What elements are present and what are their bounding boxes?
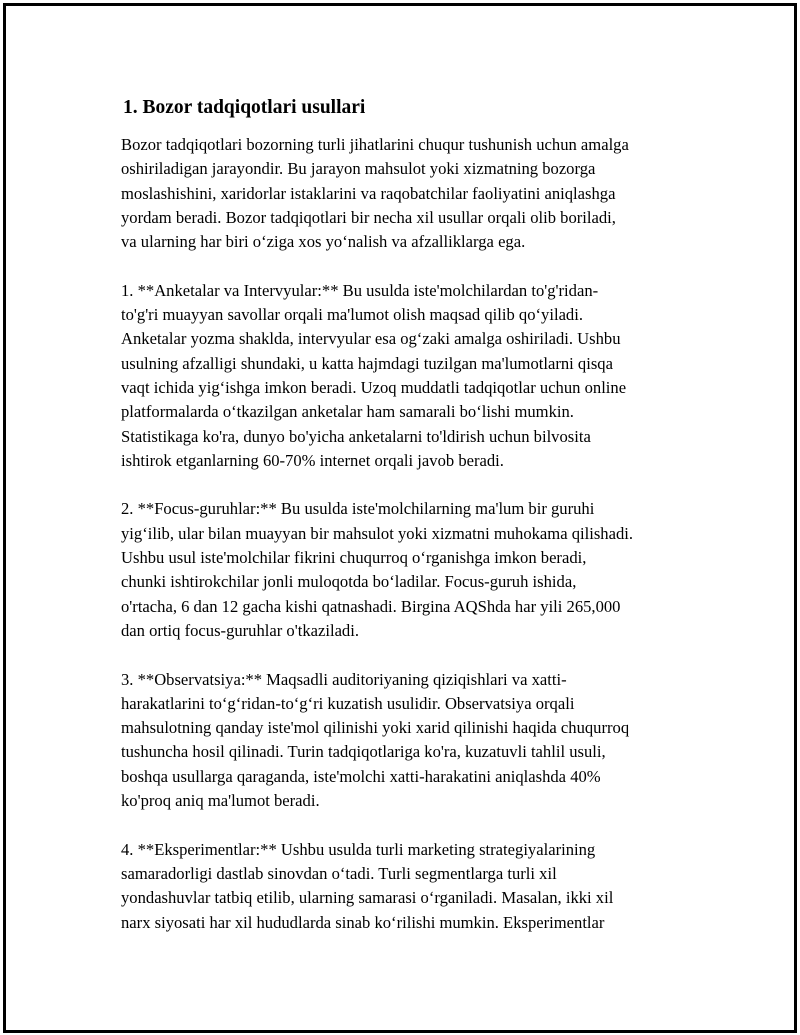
text-line: 3. **Observatsiya:** Maqsadli auditoriyaning qiziqishlari va xatti-	[121, 669, 567, 689]
text-line: yig‘ilib, ular bilan muayyan bir mahsulot yoki xizmatni muhokama qilishadi.	[121, 523, 634, 543]
eksperimentlar-paragraph	[121, 838, 701, 935]
text-line: narx siyosati har xil hududlarda sinab ko‘rilishi mumkin. Eksperimentlar	[121, 912, 605, 932]
text-line: va ularning har biri o‘ziga xos yo‘nalish va afzalliklarga ega.	[121, 232, 526, 252]
text-line: oshiriladigan jarayondir. Bu jarayon mahsulot yoki xizmatning bozorga	[121, 159, 596, 179]
observatsiya-paragraph	[121, 668, 701, 814]
text-line: 1. **Anketalar va Intervyular:** Bu usulda iste'molchilardan to'g'ridan-	[121, 280, 599, 300]
text-line: moslashishini, xaridorlar istaklarini va raqobatchilar faoliyatini aniqlashga	[121, 183, 616, 203]
intro-paragraph	[121, 133, 701, 254]
document-body	[121, 96, 701, 959]
text-line: to'g'ri muayyan savollar orqali ma'lumot olish maqsad qilib qo‘yiladi.	[121, 305, 583, 325]
text-line: ishtirok etganlarning 60-70% internet orqali javob beradi.	[121, 450, 504, 470]
text-line: platformalarda o‘tkazilgan anketalar ham samarali bo‘lishi mumkin.	[121, 402, 574, 422]
text-line: 2. **Focus-guruhlar:** Bu usulda iste'molchilarning ma'lum bir guruhi	[121, 499, 595, 519]
text-line: samaradorligi dastlab sinovdan o‘tadi. Turli segmentlarga turli xil	[121, 863, 557, 883]
text-line: tushuncha hosil qilinadi. Turin tadqiqotlariga ko'ra, kuzatuvli tahlil usuli,	[121, 742, 606, 762]
text-line: vaqt ichida yig‘ishga imkon beradi. Uzoq muddatli tadqiqotlar uchun online	[121, 377, 627, 397]
text-line: Statistikaga ko'ra, dunyo bo'yicha anketalarni to'ldirish uchun bilvosita	[121, 426, 591, 446]
text-line: mahsulotning qanday iste'mol qilinishi yoki xarid qilinishi haqida chuqurroq	[121, 718, 630, 738]
text-line: o'rtacha, 6 dan 12 gacha kishi qatnashadi. Birgina AQShda har yili 265,000	[121, 596, 621, 616]
text-line: harakatlarini to‘g‘ridan-to‘g‘ri kuzatish usulidir. Observatsiya orqali	[121, 693, 575, 713]
text-line: Ushbu usul iste'molchilar fikrini chuqurroq o‘rganishga imkon beradi,	[121, 548, 587, 568]
focus-guruhlar-paragraph	[121, 497, 701, 643]
section-heading: 1. Bozor tadqiqotlari usullari	[123, 97, 366, 118]
text-line: 4. **Eksperimentlar:** Ushbu usulda turli marketing strategiyalarining	[121, 839, 596, 859]
text-line: chunki ishtirokchilar jonli muloqotda bo‘ladilar. Focus-guruh ishida,	[121, 572, 577, 592]
anketalar-paragraph	[121, 279, 701, 473]
page-frame	[3, 3, 797, 1033]
text-line: dan ortiq focus-guruhlar o'tkaziladi.	[121, 620, 359, 640]
text-line: usulning afzalligi shundaki, u katta hajmdagi tuzilgan ma'lumotlarni qisqa	[121, 353, 613, 373]
text-line: boshqa usullarga qaraganda, iste'molchi xatti-harakatini aniqlashda 40%	[121, 766, 601, 786]
text-line: yondashuvlar tatbiq etilib, ularning samarasi o‘rganiladi. Masalan, ikki xil	[121, 888, 614, 908]
text-line: yordam beradi. Bozor tadqiqotlari bir necha xil usullar orqali olib boriladi,	[121, 207, 616, 227]
text-line: Anketalar yozma shaklda, intervyular esa og‘zaki amalga oshiriladi. Ushbu	[121, 329, 621, 349]
text-line: Bozor tadqiqotlari bozorning turli jihatlarini chuqur tushunish uchun amalga	[121, 135, 629, 154]
text-line: ko'proq aniq ma'lumot beradi.	[121, 791, 320, 811]
